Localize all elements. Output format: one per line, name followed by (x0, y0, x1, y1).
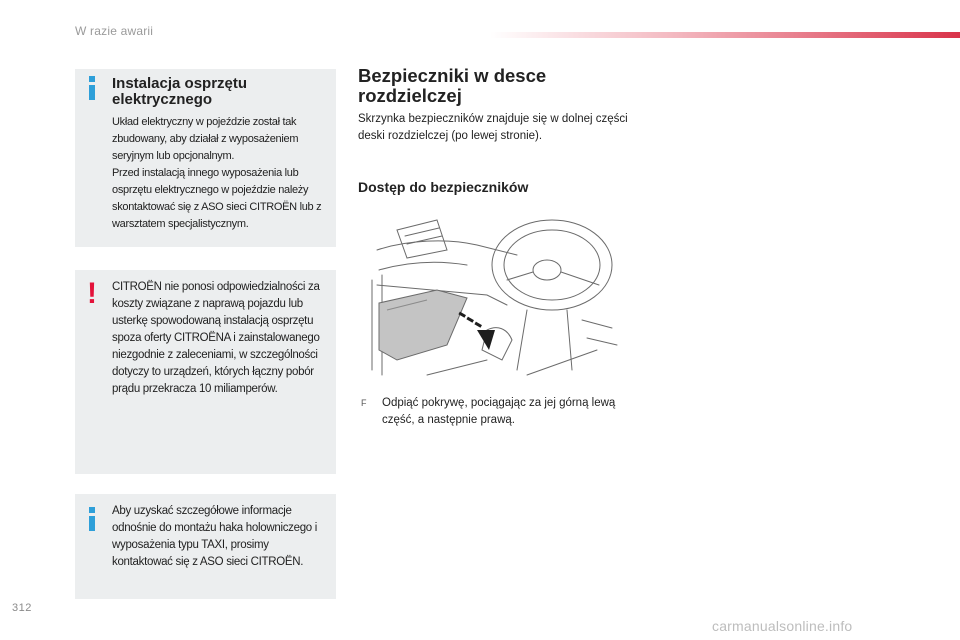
info-box-title: Instalacja osprzętu elektrycznego (112, 75, 248, 108)
header-section-title: W razie awarii (75, 24, 154, 38)
watermark: carmanualsonline.info (712, 618, 853, 634)
info-paragraph: Układ elektryczny w pojeździe został tak zbudowany, aby działał z wyposażeniem seryjnym lub opcjonalnym. (112, 116, 299, 162)
info-box-towbar (75, 494, 336, 599)
instruction-text: Odpiąć pokrywę, pociągając za jej górną lewą część, a następnie prawą. (382, 397, 616, 426)
section-title: Bezpieczniki w desce rozdzielczej (358, 65, 547, 106)
warning-text: CITROËN nie ponosi odpowiedzialności za koszty związane z naprawą pojazdu lub usterkę spowodowaną instalacją osprzętu spoza oferty CITROËNA i zainstalowanego niezgodnie z zaleceniami, w szczególności dotyczy to urządzeń, których łączny pobór prądu przekracza 10 miliamperów. (112, 281, 320, 395)
info-box-installation (75, 69, 336, 247)
header-accent-bar (490, 32, 960, 38)
subsection-title: Dostęp do bezpieczników (358, 179, 529, 195)
section-intro: Skrzynka bezpieczników znajduje się w dolnej części deski rozdzielczej (po lewej stronie). (358, 113, 628, 142)
info-box-text: Aby uzyskać szczegółowe informacje odnośnie do montażu haka holowniczego i wyposażenia typu TAXI, prosimy kontaktować się z ASO sieci CITROËN. (112, 505, 318, 568)
info-box-body (112, 114, 332, 233)
info-icon (89, 507, 95, 531)
arrow-bullet-icon: F (361, 398, 367, 408)
exclamation-icon: ! (87, 277, 97, 310)
page-number: 312 (12, 602, 32, 614)
fusebox-illustration (367, 210, 620, 383)
info-icon (89, 76, 95, 100)
warning-box (75, 270, 336, 474)
info-paragraph: Przed instalacją innego wyposażenia lub osprzętu elektrycznego w pojeździe należy skontaktować się z ASO sieci CITROËN lub z warsztatem specjalistycznym. (112, 167, 322, 230)
